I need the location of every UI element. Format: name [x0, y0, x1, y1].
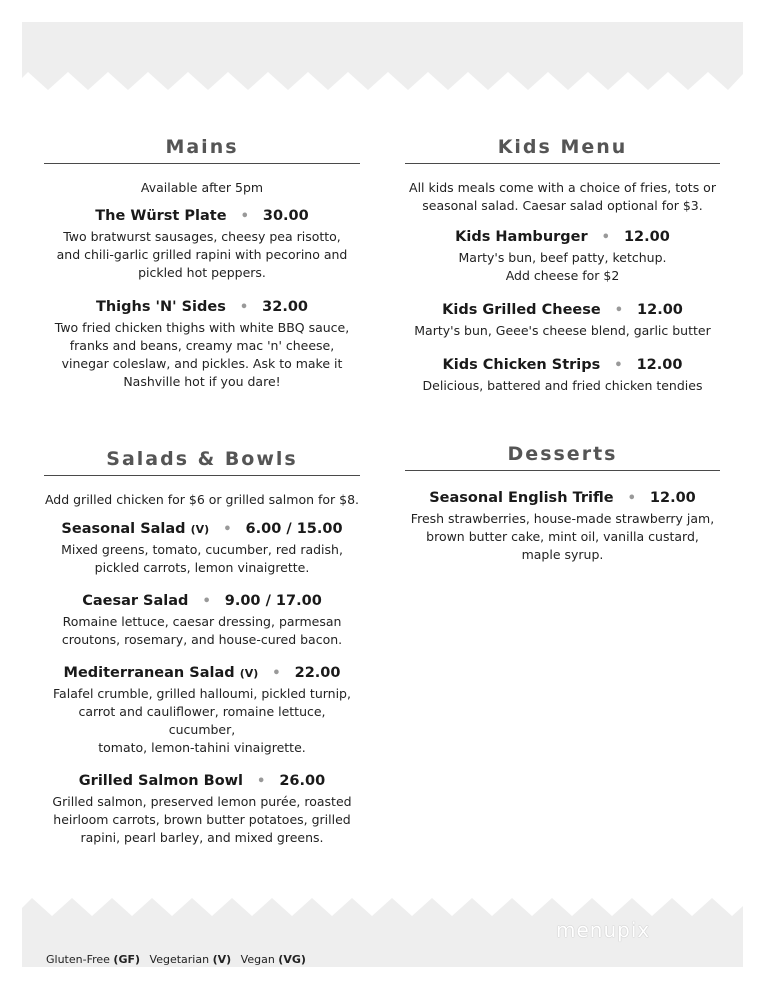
menu-item [44, 206, 360, 282]
menu-item [44, 519, 360, 577]
desc-line: franks and beans, creamy mac 'n' cheese, [69, 338, 335, 353]
desc-line: heirloom carrots, brown butter potatoes, grilled [53, 812, 351, 827]
item-description [44, 228, 360, 282]
legend-v-label: Vegetarian [149, 953, 210, 966]
desc-line: maple syrup. [521, 547, 604, 562]
menu-item [44, 663, 360, 757]
separator-dot-icon: • [614, 358, 623, 373]
desc-line: Add cheese for $2 [505, 268, 620, 283]
desc-line: rapini, pearl barley, and mixed greens. [80, 830, 324, 845]
kids-section [405, 135, 720, 395]
item-description [405, 249, 720, 285]
menu-item [44, 591, 360, 649]
item-price: 12.00 [637, 302, 683, 318]
mains-section [44, 135, 360, 391]
desc-line: pickled carrots, lemon vinaigrette. [94, 560, 310, 575]
item-name: Kids Chicken Strips [442, 357, 601, 373]
item-price: 22.00 [294, 665, 341, 681]
menu-item [44, 771, 360, 847]
separator-dot-icon: • [601, 230, 610, 245]
desc-line: brown butter cake, mint oil, vanilla custard, [426, 529, 699, 544]
item-description [405, 322, 720, 340]
item-description [44, 319, 360, 391]
item-name: Mediterranean Salad [63, 665, 235, 681]
separator-dot-icon: • [614, 303, 624, 318]
diet-tag: (V) [190, 523, 210, 536]
salads-note: Add grilled chicken for $6 or grilled salmon for $8. [44, 492, 360, 507]
menu-page [22, 22, 743, 967]
desc-line: Romaine lettuce, caesar dressing, parmesan [62, 614, 342, 629]
salads-title: Salads & Bowls [44, 447, 360, 476]
desc-line: croutons, rosemary, and house-cured bacon. [61, 632, 343, 647]
desc-line: Marty's bun, beef patty, ketchup. [458, 250, 667, 265]
item-description [44, 613, 360, 649]
item-price: 12.00 [649, 490, 696, 506]
top-decorative-band [22, 22, 743, 95]
desc-line: Falafel crumble, grilled halloumi, pickled turnip, [53, 686, 351, 701]
desc-line: Two fried chicken thighs with white BBQ sauce, [54, 320, 350, 335]
item-description [405, 510, 720, 564]
separator-dot-icon: • [272, 666, 281, 681]
dietary-legend [46, 953, 306, 966]
separator-dot-icon: • [239, 300, 249, 315]
kids-title: Kids Menu [405, 135, 720, 164]
desc-line: vinegar coleslaw, and pickles. Ask to make it [61, 356, 343, 371]
separator-dot-icon: • [627, 491, 636, 506]
item-name: Thighs 'N' Sides [95, 299, 226, 315]
legend-v-code: (V) [212, 953, 232, 966]
legend-gf-label: Gluten-Free [46, 953, 110, 966]
item-price: 9.00 / 17.00 [224, 593, 322, 609]
zigzag-band-top [22, 22, 743, 95]
item-name: Kids Grilled Cheese [442, 302, 601, 318]
desc-line: Grilled salmon, preserved lemon purée, roasted [52, 794, 352, 809]
desserts-title: Desserts [405, 442, 720, 471]
desc-line: tomato, lemon-tahini vinaigrette. [98, 740, 306, 755]
item-name: Seasonal English Trifle [429, 490, 614, 506]
desc-line: Fresh strawberries, house-made strawberry jam, [410, 511, 715, 526]
desc-line: Nashville hot if you dare! [123, 374, 281, 389]
separator-dot-icon: • [240, 209, 249, 224]
note-line: seasonal salad. Caesar salad optional for $3. [422, 198, 703, 213]
item-name: The Würst Plate [95, 208, 227, 224]
legend-gf-code: (GF) [113, 953, 141, 966]
separator-dot-icon: • [223, 522, 232, 537]
menu-item [405, 355, 720, 395]
separator-dot-icon: • [257, 774, 266, 789]
item-description [44, 685, 360, 757]
item-price: 26.00 [279, 773, 326, 789]
menu-item [405, 300, 720, 340]
salads-section [44, 447, 360, 847]
item-name: Kids Hamburger [455, 229, 588, 245]
item-description [44, 541, 360, 577]
desc-line: pickled hot peppers. [138, 265, 266, 280]
legend-vg-code: (VG) [278, 953, 306, 966]
menu-item [44, 297, 360, 391]
item-price: 30.00 [262, 208, 309, 224]
item-name: Seasonal Salad [61, 521, 186, 537]
item-price: 12.00 [636, 357, 683, 373]
desc-line: carrot and cauliflower, romaine lettuce, cucumber, [78, 704, 326, 737]
menu-item [405, 227, 720, 285]
diet-tag: (V) [239, 667, 259, 680]
menupix-watermark: menupix [556, 918, 651, 942]
desc-line: and chili-garlic grilled rapini with pecorino and [56, 247, 348, 262]
item-description [44, 793, 360, 847]
mains-title: Mains [44, 135, 360, 164]
menu-item [405, 488, 720, 564]
desserts-section [405, 442, 720, 564]
desc-line: Two bratwurst sausages, cheesy pea risotto, [63, 229, 341, 244]
note-line: All kids meals come with a choice of fries, tots or [409, 180, 716, 195]
desc-line: Delicious, battered and fried chicken tendies [422, 378, 703, 393]
kids-note [405, 179, 720, 215]
legend-vg-label: Vegan [240, 953, 275, 966]
desc-line: Marty's bun, Geee's cheese blend, garlic butter [414, 323, 711, 338]
mains-note: Available after 5pm [140, 180, 264, 195]
item-name: Grilled Salmon Bowl [78, 773, 244, 789]
item-price: 6.00 / 15.00 [245, 521, 343, 537]
item-name: Caesar Salad [82, 593, 189, 609]
item-price: 32.00 [262, 299, 309, 315]
item-price: 12.00 [623, 229, 670, 245]
desc-line: Mixed greens, tomato, cucumber, red radish, [61, 542, 343, 557]
item-description [405, 377, 720, 395]
separator-dot-icon: • [202, 594, 211, 609]
